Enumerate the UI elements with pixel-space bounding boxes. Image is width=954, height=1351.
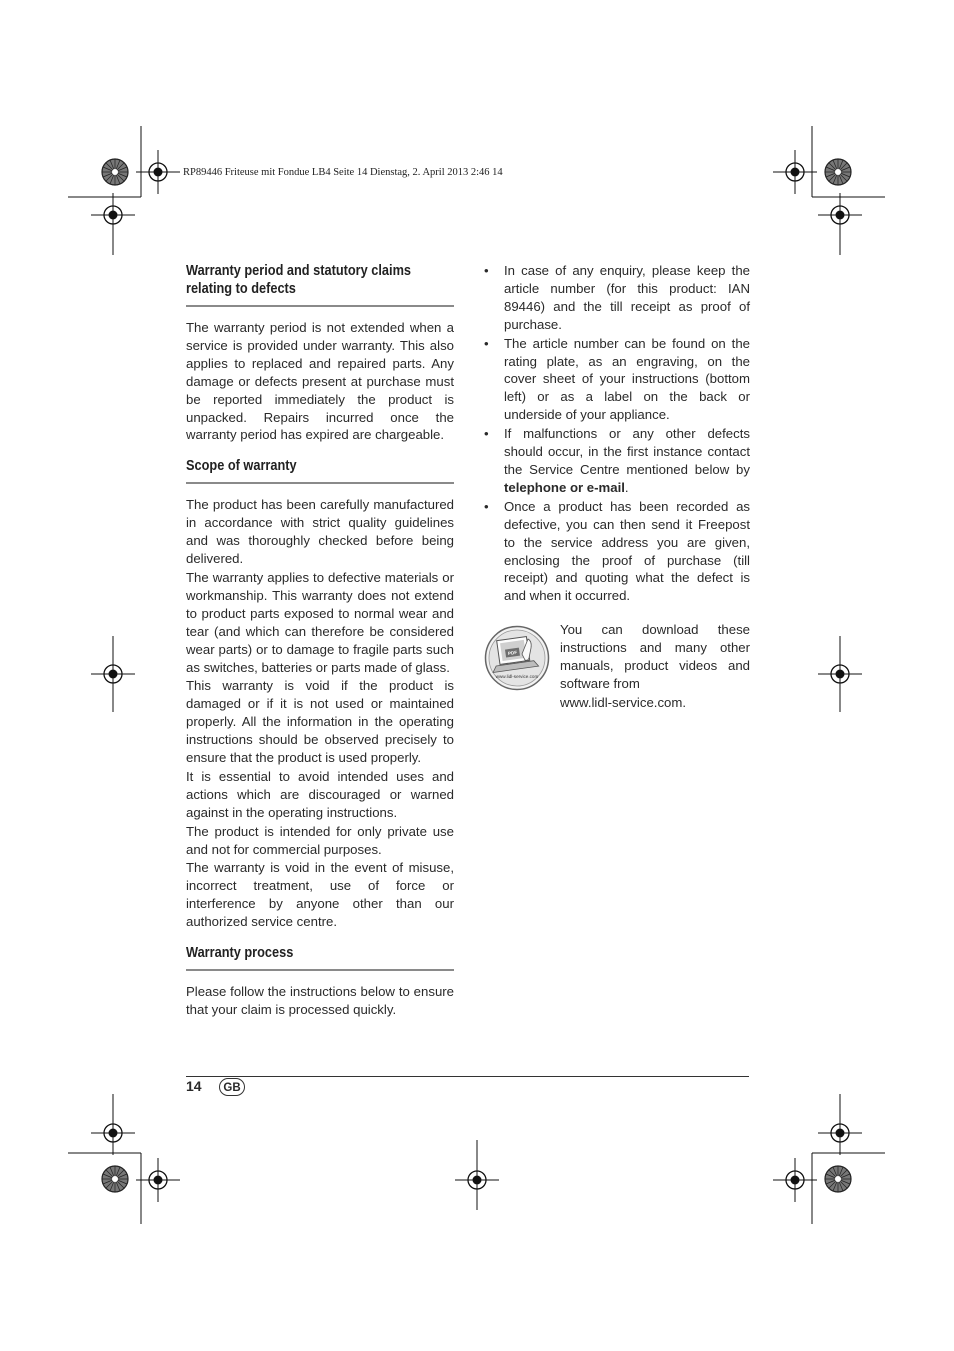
- lidl-service-laptop-icon: [484, 625, 550, 691]
- paragraph: The warranty is void in the event of misuse, incorrect treatment, use of force or interference by anyone other than our authorized service centre.: [186, 860, 454, 930]
- section-heading: Warranty process: [186, 945, 294, 962]
- color-target-icon: [102, 159, 128, 185]
- download-info-block: [484, 621, 750, 721]
- bullet-icon: •: [484, 335, 489, 351]
- list-item: [484, 498, 750, 605]
- list-item-text: If malfunctions or any other defects should occur, in the first instance contact the Service Centre mentioned below by: [504, 426, 750, 477]
- heading-rule: [186, 305, 454, 307]
- page-number: 14: [186, 1078, 202, 1094]
- color-target-icon: [825, 1166, 851, 1192]
- section-warranty-period: [186, 262, 454, 444]
- list-item-text: Once a product has been recorded as defective, you can then send it Freepost to the service address you are given, enclosing the proof of purchase (till receipt) and quoting what the defect is and when it occurred.: [504, 498, 750, 604]
- list-item: [484, 425, 750, 497]
- paragraph: The warranty period is not extended when a service is provided under warranty. This also applies to replaced and repaired parts. Any damage or defects present at purchase must be reported immediately the product is unpacked. Repairs incurred once the warranty period has expired are chargeable.: [186, 320, 454, 443]
- pdf-label: PDF: [507, 649, 518, 656]
- right-column: [484, 262, 750, 606]
- section-scope-of-warranty: [186, 457, 454, 931]
- bullet-icon: •: [484, 263, 489, 278]
- heading-rule: [186, 969, 454, 971]
- list-item-text: .: [624, 479, 629, 495]
- color-target-icon: [825, 159, 851, 185]
- bullet-icon: •: [484, 498, 489, 514]
- heading-rule: [186, 482, 454, 484]
- section-warranty-process: [186, 944, 454, 1019]
- paragraph: The product has been carefully manufactured in accordance with strict quality guidelines and was thoroughly checked before being delivered.: [186, 497, 454, 567]
- paragraph: Please follow the instructions below to ensure that your claim is processed quickly.: [186, 984, 454, 1017]
- contact-method-emphasis: telephone or e-mail: [504, 479, 625, 495]
- paragraph: It is essential to avoid intended uses and actions which are discouraged or warned against in the operating instructions.: [186, 768, 454, 820]
- list-item: [484, 262, 750, 334]
- paragraph: This warranty is void if the product is damaged or if it is not used or maintained properly. All the information in the operating instructions should be observed precisely to ensure that the product is used properly.: [186, 678, 454, 766]
- bullet-icon: •: [484, 426, 489, 442]
- section-heading: Warranty period and statutory claims relating to defects: [186, 263, 412, 297]
- left-column: [186, 262, 454, 1020]
- paragraph: The warranty applies to defective materials or workmanship. This warranty does not extend to product parts exposed to normal wear and tear (and which can therefore be considered wear parts) or to damage to fragile parts such as switches, batteries or parts made of glass.: [186, 569, 454, 675]
- download-text: [560, 621, 750, 713]
- service-website-link[interactable]: www.lidl-service.com.: [560, 694, 687, 710]
- warranty-process-list: [484, 262, 750, 605]
- icon-caption: www.lidl-service.com: [495, 674, 539, 679]
- color-target-icon: [102, 1166, 128, 1192]
- language-badge: GB: [219, 1078, 245, 1096]
- footer-rule: [186, 1076, 749, 1077]
- section-heading: Scope of warranty: [186, 458, 297, 475]
- list-item-text: In case of any enquiry, please keep the article number (for this product: IAN 89446) and the till receipt as proof of purchase.: [504, 263, 750, 332]
- print-slug-line: RP89446 Friteuse mit Fondue LB4 Seite 14 Dienstag, 2. April 2013 2:46 14: [183, 167, 503, 178]
- paragraph: The product is intended for only private use and not for commercial purposes.: [186, 823, 454, 857]
- paragraph: You can download these instructions and many other manuals, product videos and software from: [560, 622, 750, 691]
- list-item: [484, 335, 750, 425]
- list-item-text: The article number can be found on the rating plate, as an engraving, on the cover sheet of your instructions (bottom left) or as a label on the back or underside of your appliance.: [504, 335, 750, 423]
